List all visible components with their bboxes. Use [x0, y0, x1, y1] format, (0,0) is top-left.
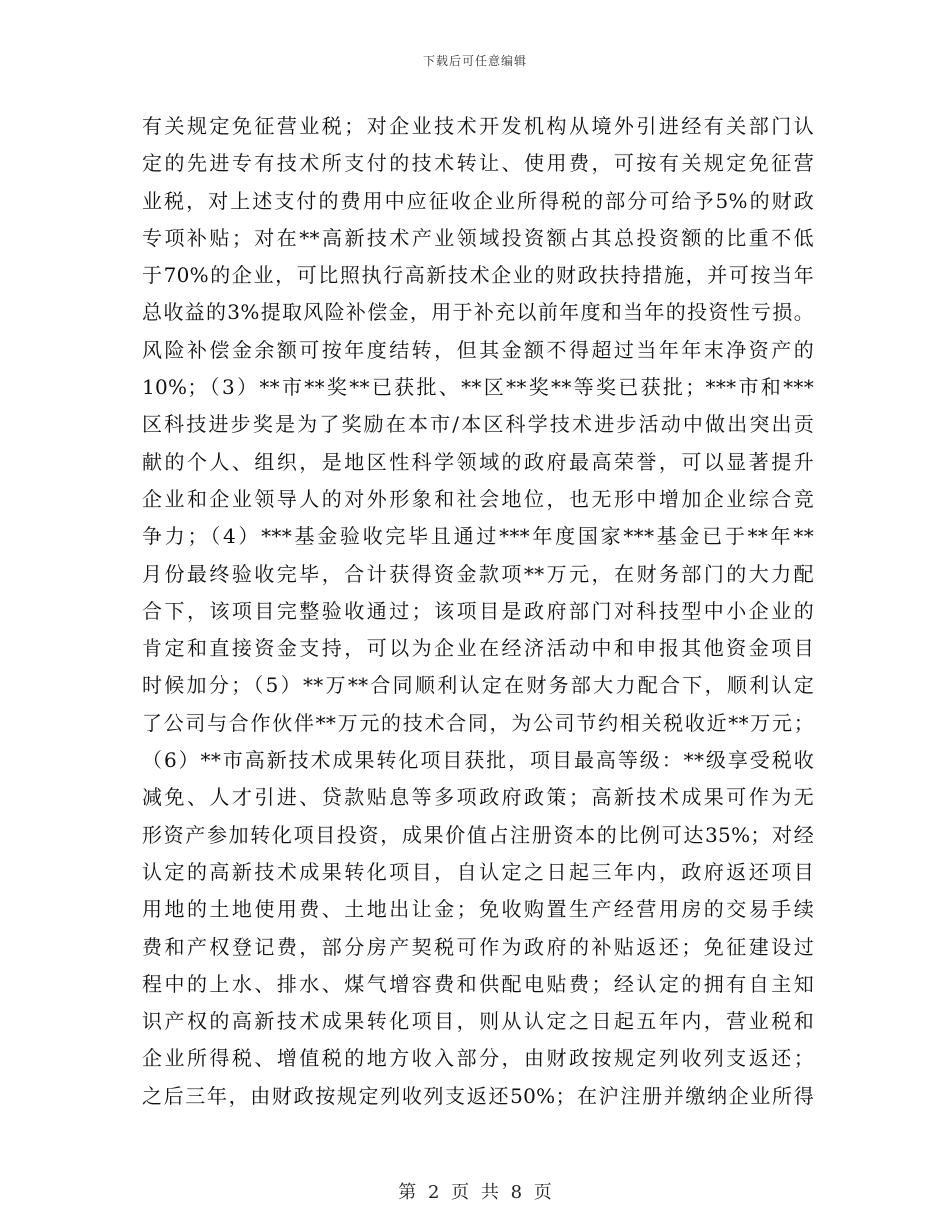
text-line: 程中的上水、排水、煤气增容费和供配电贴费；经认定的拥有自主知 — [142, 971, 814, 996]
text-line: （6）**市高新技术成果转化项目获批，项目最高等级：**级享受税收 — [142, 748, 814, 773]
text-line: 费和产权登记费，部分房产契税可作为政府的补贴返还；免征建设过 — [142, 934, 814, 959]
text-line: 风险补偿金余额可按年度结转，但其金额不得超过当年年末净资产的 — [142, 337, 814, 362]
text-line: 识产权的高新技术成果转化项目，则从认定之日起五年内，营业税和 — [142, 1009, 814, 1034]
text-line: 减免、人才引进、贷款贴息等多项政府政策；高新技术成果可作为无 — [142, 785, 814, 810]
text-line: 定的先进专有技术所支付的技术转让、使用费，可按有关规定免征营 — [142, 151, 814, 176]
text-line: 有关规定免征营业税；对企业技术开发机构从境外引进经有关部门认 — [142, 114, 814, 138]
text-line: 专项补贴；对在**高新技术产业领域投资额占其总投资额的比重不低 — [142, 225, 814, 250]
text-line: 月份最终验收完毕，合计获得资金款项**万元，在财务部门的大力配 — [142, 561, 814, 586]
text-line: 形资产参加转化项目投资，成果价值占注册资本的比例可达35%；对经 — [142, 822, 814, 847]
document-body — [142, 108, 814, 1115]
text-line: 企业和企业领导人的对外形象和社会地位，也无形中增加企业综合竞 — [142, 486, 814, 511]
text-line: 了公司与合作伙伴**万元的技术合同，为公司节约相关税收近**万元； — [142, 710, 814, 735]
text-line: 之后三年，由财政按规定列收列支返还50%；在沪注册并缴纳企业所得 — [142, 1083, 814, 1108]
page-footer: 第 2 页 共 8 页 — [398, 1182, 552, 1203]
page-header: 下载后可任意编辑 — [422, 54, 527, 68]
text-line: 时候加分；（5）**万**合同顺利认定在财务部大力配合下，顺利认定 — [142, 673, 814, 698]
text-line: 区科技进步奖是为了奖励在本市/本区科学技术进步活动中做出突出贡 — [142, 412, 814, 437]
text-line: 业税，对上述支付的费用中应征收企业所得税的部分可给予5%的财政 — [142, 188, 814, 213]
text-line: 肯定和直接资金支持，可以为企业在经济活动中和申报其他资金项目 — [142, 636, 814, 661]
text-line: 合下，该项目完整验收通过；该项目是政府部门对科技型中小企业的 — [142, 598, 814, 623]
text-line: 10%；（3）**市**奖**已获批、**区**奖**等奖已获批；***市和*** — [142, 375, 814, 400]
text-line: 用地的土地使用费、土地出让金；免收购置生产经营用房的交易手续 — [142, 897, 814, 922]
text-line: 献的个人、组织，是地区性科学领域的政府最高荣誉，可以显著提升 — [142, 449, 814, 474]
text-line: 争力；（4）***基金验收完毕且通过***年度国家***基金已于**年** — [142, 524, 814, 549]
text-line: 总收益的3%提取风险补偿金，用于补充以前年度和当年的投资性亏损。 — [142, 300, 814, 325]
text-line: 于70%的企业，可比照执行高新技术企业的财政扶持措施，并可按当年 — [142, 263, 814, 288]
text-line: 认定的高新技术成果转化项目，自认定之日起三年内，政府返还项目 — [142, 859, 814, 884]
text-line: 企业所得税、增值税的地方收入部分，由财政按规定列收列支返还； — [142, 1046, 814, 1071]
